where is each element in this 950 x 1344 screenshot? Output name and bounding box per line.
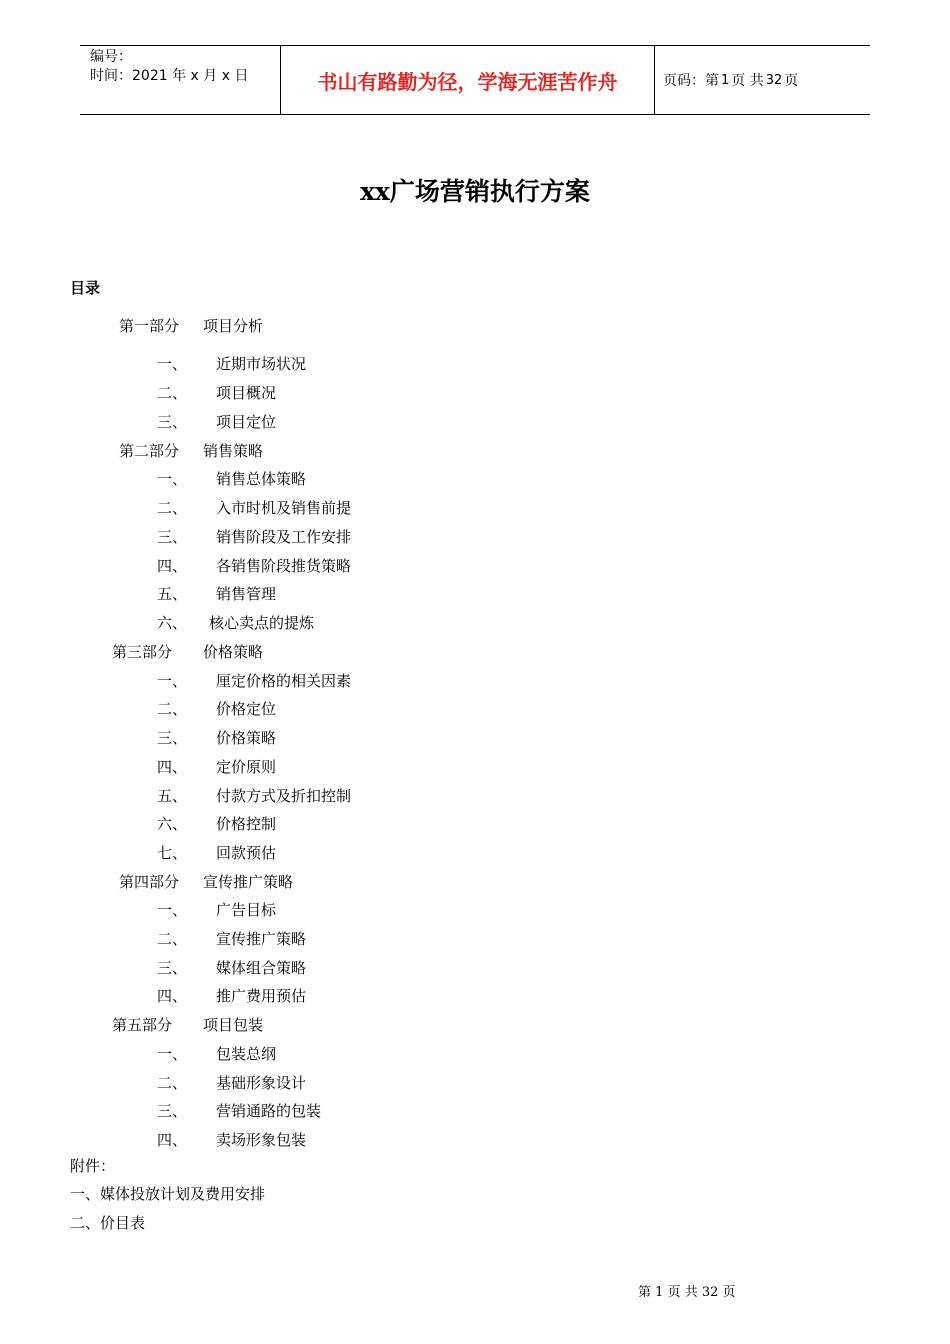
- header-motto: 书山有路勤为径，学海无涯苦作舟: [317, 69, 618, 94]
- toc-part-number: 第五部分: [112, 1016, 173, 1034]
- toc-item-title: 卖场形象包装: [216, 1131, 307, 1149]
- footer-page-number: 1: [655, 1285, 664, 1300]
- toc-part-title: 销售策略: [203, 442, 264, 460]
- toc-item: [157, 354, 417, 374]
- toc-item-number: 二、: [157, 930, 188, 948]
- toc-item-title: 项目定位: [216, 413, 277, 431]
- page-footer: [638, 1281, 736, 1300]
- toc-part: [119, 872, 339, 892]
- toc-item: [157, 1130, 417, 1150]
- toc-item-number: 一、: [157, 355, 188, 373]
- toc-item: [157, 958, 417, 978]
- appendix-label: 附件：: [70, 1157, 116, 1175]
- toc-item: [157, 527, 417, 547]
- toc-item: [157, 900, 417, 920]
- toc-item-number: 二、: [157, 700, 188, 718]
- number-label: 编号：: [90, 49, 132, 65]
- toc-item: [157, 1101, 417, 1121]
- toc-item-title: 回款预估: [216, 844, 277, 862]
- toc-item: [157, 498, 417, 518]
- toc-item: [157, 469, 417, 489]
- toc-part: [119, 441, 319, 461]
- toc-item-number: 一、: [157, 901, 188, 919]
- toc-item-title: 媒体组合策略: [216, 959, 307, 977]
- toc-item: [157, 613, 417, 633]
- toc-item-number: 二、: [157, 384, 188, 402]
- appendix-line: 二、价目表: [70, 1214, 146, 1232]
- toc-item-title: 广告目标: [216, 901, 277, 919]
- toc-heading: 目录: [70, 279, 101, 297]
- footer-mid: 页 共: [667, 1285, 698, 1300]
- toc-part-number: 第一部分: [119, 317, 180, 335]
- toc-item: [157, 757, 417, 777]
- toc-item-title: 推广费用预估: [216, 987, 307, 1005]
- toc-item-number: 三、: [157, 528, 188, 546]
- appendix-line: 一、媒体投放计划及费用安排: [70, 1185, 266, 1203]
- toc-item-title: 近期市场状况: [216, 355, 307, 373]
- toc-item-number: 六、: [157, 614, 188, 632]
- toc-item-number: 七、: [157, 844, 188, 862]
- toc-item-number: 一、: [157, 1045, 188, 1063]
- toc-item-number: 二、: [157, 499, 188, 517]
- toc-item-title: 营销通路的包装: [216, 1102, 322, 1120]
- toc-item-title: 各销售阶段推货策略: [216, 557, 352, 575]
- toc-part-number: 第三部分: [112, 643, 173, 661]
- toc-item-title: 销售阶段及工作安排: [216, 528, 352, 546]
- toc-item-title: 价格定位: [216, 700, 277, 718]
- toc-item-number: 二、: [157, 1074, 188, 1092]
- toc-part: [119, 316, 319, 336]
- toc-part-number: 第二部分: [119, 442, 180, 460]
- toc-item: [157, 728, 417, 748]
- toc-item-number: 一、: [157, 470, 188, 488]
- header-page-info: [655, 46, 870, 114]
- header-motto-cell: [281, 46, 655, 114]
- toc-part-number: 第四部分: [119, 873, 180, 891]
- toc-item-title: 入市时机及销售前提: [216, 499, 352, 517]
- footer-page-total: 32: [701, 1285, 719, 1300]
- footer-suffix: 页: [722, 1285, 736, 1300]
- toc-item-title: 价格策略: [216, 729, 277, 747]
- footer-prefix: 第: [638, 1285, 652, 1300]
- toc-part-title: 项目包装: [203, 1016, 264, 1034]
- toc-item-number: 五、: [157, 787, 188, 805]
- toc-item-title: 厘定价格的相关因素: [216, 672, 352, 690]
- toc-item-title: 销售总体策略: [216, 470, 307, 488]
- toc-item: [157, 383, 417, 403]
- toc-item-title: 宣传推广策略: [216, 930, 307, 948]
- page-mid: 页 共: [731, 73, 764, 89]
- toc-item-number: 三、: [157, 1102, 188, 1120]
- toc-item-title: 基础形象设计: [216, 1074, 307, 1092]
- toc-item: [157, 412, 417, 432]
- toc-item-number: 三、: [157, 413, 188, 431]
- toc-item: [157, 986, 417, 1006]
- page-suffix: 页: [784, 73, 799, 89]
- page-number: 1: [721, 72, 730, 88]
- toc-item-title: 定价原则: [216, 758, 277, 776]
- toc-item-number: 四、: [157, 758, 188, 776]
- page-prefix: 页码：第: [663, 73, 719, 89]
- toc-item: [157, 1044, 417, 1064]
- toc-item: [157, 1073, 417, 1093]
- toc-item: [157, 814, 417, 834]
- toc-item-number: 三、: [157, 959, 188, 977]
- toc-item-number: 三、: [157, 729, 188, 747]
- toc-item: [157, 929, 417, 949]
- toc-item-title: 付款方式及折扣控制: [216, 787, 352, 805]
- toc-part-title: 宣传推广策略: [203, 873, 294, 891]
- toc-item: [157, 584, 417, 604]
- toc-item-title: 项目概况: [216, 384, 277, 402]
- toc-item-number: 五、: [157, 585, 188, 603]
- toc-item: [157, 699, 417, 719]
- toc-item-title: 价格控制: [216, 815, 277, 833]
- toc-item: [157, 843, 417, 863]
- toc-item-number: 四、: [157, 1131, 188, 1149]
- document-header: [80, 45, 870, 115]
- toc-item-title: 核心卖点的提炼: [209, 614, 315, 632]
- toc-item-title: 销售管理: [216, 585, 277, 603]
- header-meta: [80, 46, 281, 114]
- toc-part-title: 项目分析: [203, 317, 264, 335]
- toc-part: [112, 642, 312, 662]
- toc-item-number: 一、: [157, 672, 188, 690]
- page-total: 32: [765, 72, 783, 88]
- toc-part: [112, 1015, 312, 1035]
- toc-item: [157, 786, 417, 806]
- time-label: 时间：2021 年 x 月 x 日: [90, 68, 249, 84]
- toc-item: [157, 671, 417, 691]
- toc-item-title: 包装总纲: [216, 1045, 277, 1063]
- toc-part-title: 价格策略: [203, 643, 264, 661]
- toc-item-number: 四、: [157, 987, 188, 1005]
- document-title: xx广场营销执行方案: [360, 177, 590, 206]
- toc-item: [157, 556, 417, 576]
- toc-item-number: 六、: [157, 815, 188, 833]
- toc-item-number: 四、: [157, 557, 188, 575]
